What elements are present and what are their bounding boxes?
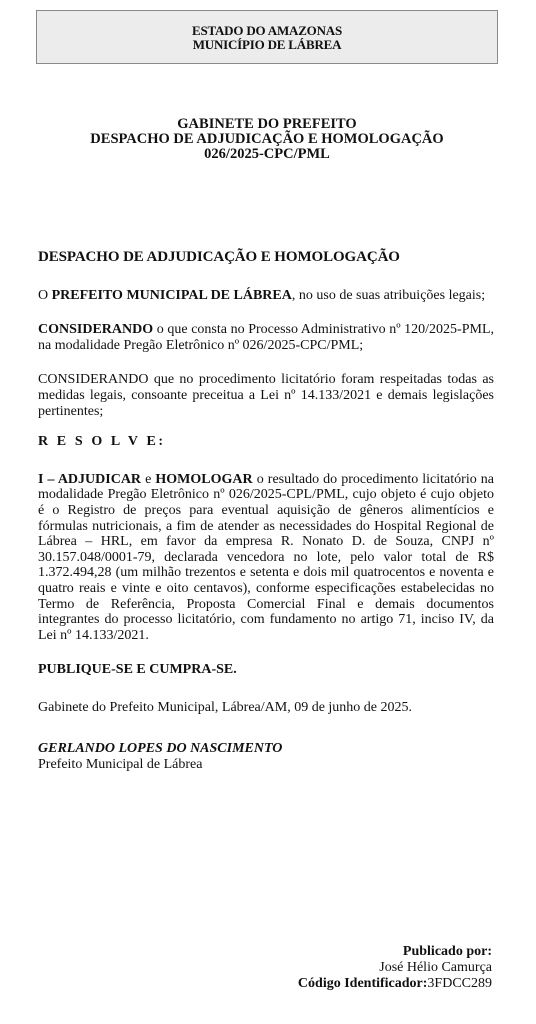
- preamble-rest: , no uso de suas atribuições legais;: [291, 287, 486, 303]
- resolution-rest: o resultado do procedimento licitatório na modalidade Pregão Eletrônico nº 026/2025-CPL/PML, cujo objeto é cujo objeto é o Registro de preços para eventual aquisição de gêneros alimentícios e fórmulas nutricionais, a fim de atender as necessidades do Hospital Regional de Lábrea – HRL, em favor da empresa R. Nonato D. de Souza, CNPJ nº 30.157.048/0001-79, declarada vencedora no lote, pelo valor total de R$ 1.372.494,28 (um milhão trezentos e setenta e dois mil quatrocentos e noventa e quatro reais e vinte e oito centavos), conforme especificações estabelecidas no Termo de Referência, Proposta Comercial Final e demais documentos integrantes do processo licitatório, com fundamento no artigo 71, inciso IV, da Lei nº 14.133/2021.: [38, 471, 494, 643]
- publish-statement: PUBLIQUE-SE E CUMPRA-SE.: [38, 662, 237, 678]
- resolution-connector: e: [141, 471, 156, 487]
- considering-1-bold: CONSIDERANDO: [38, 322, 154, 338]
- signer-name: GERLANDO LOPES DO NASCIMENTO: [38, 741, 283, 757]
- code-label: Código Identificador:: [297, 976, 428, 991]
- publication-info: [298, 944, 492, 992]
- resolution-adjudicate: I – ADJUDICAR: [38, 471, 142, 487]
- office-line-1: GABINETE DO PREFEITO: [177, 116, 357, 132]
- preamble-prefix: O: [38, 287, 52, 303]
- office-line-2: DESPACHO DE ADJUDICAÇÃO E HOMOLOGAÇÃO: [90, 131, 444, 147]
- preamble-bold: PREFEITO MUNICIPAL DE LÁBREA: [51, 287, 292, 303]
- paragraph-preamble: [38, 288, 494, 304]
- place-and-date: Gabinete do Prefeito Municipal, Lábrea/AM, 09 de junho de 2025.: [38, 699, 413, 715]
- paragraph-considering-2: CONSIDERANDO que no procedimento licitatório foram respeitadas todas as medidas legais, consoante preceitua a Lei nº 14.133/2021 e demais legislações pertinentes;: [38, 372, 494, 419]
- resolution-homologate: HOMOLOGAR: [155, 471, 253, 487]
- code-value: 3FDCC289: [427, 976, 492, 991]
- paragraph-considering-1: [38, 322, 494, 353]
- publisher-name: José Hélio Camurça: [379, 960, 492, 975]
- office-title: [36, 117, 498, 162]
- signer-role: Prefeito Municipal de Lábrea: [38, 757, 203, 773]
- document-heading: DESPACHO DE ADJUDICAÇÃO E HOMOLOGAÇÃO: [38, 249, 400, 265]
- office-line-3: 026/2025-CPC/PML: [204, 146, 330, 162]
- municipality-name: MUNICÍPIO DE LÁBREA: [192, 37, 342, 52]
- document-body: [38, 250, 494, 809]
- resolve-heading: R E S O L V E:: [38, 434, 166, 450]
- identifier-line: [298, 976, 492, 992]
- document-header: [36, 10, 498, 64]
- published-by-label: Publicado por:: [402, 944, 492, 959]
- considering-1-rest: o que consta no Processo Administrativo nº 120/2025-PML, na modalidade Pregão Eletrônico nº 026/2025-CPC/PML;: [38, 322, 494, 353]
- paragraph-resolution: [38, 472, 494, 644]
- state-name: ESTADO DO AMAZONAS: [191, 23, 342, 38]
